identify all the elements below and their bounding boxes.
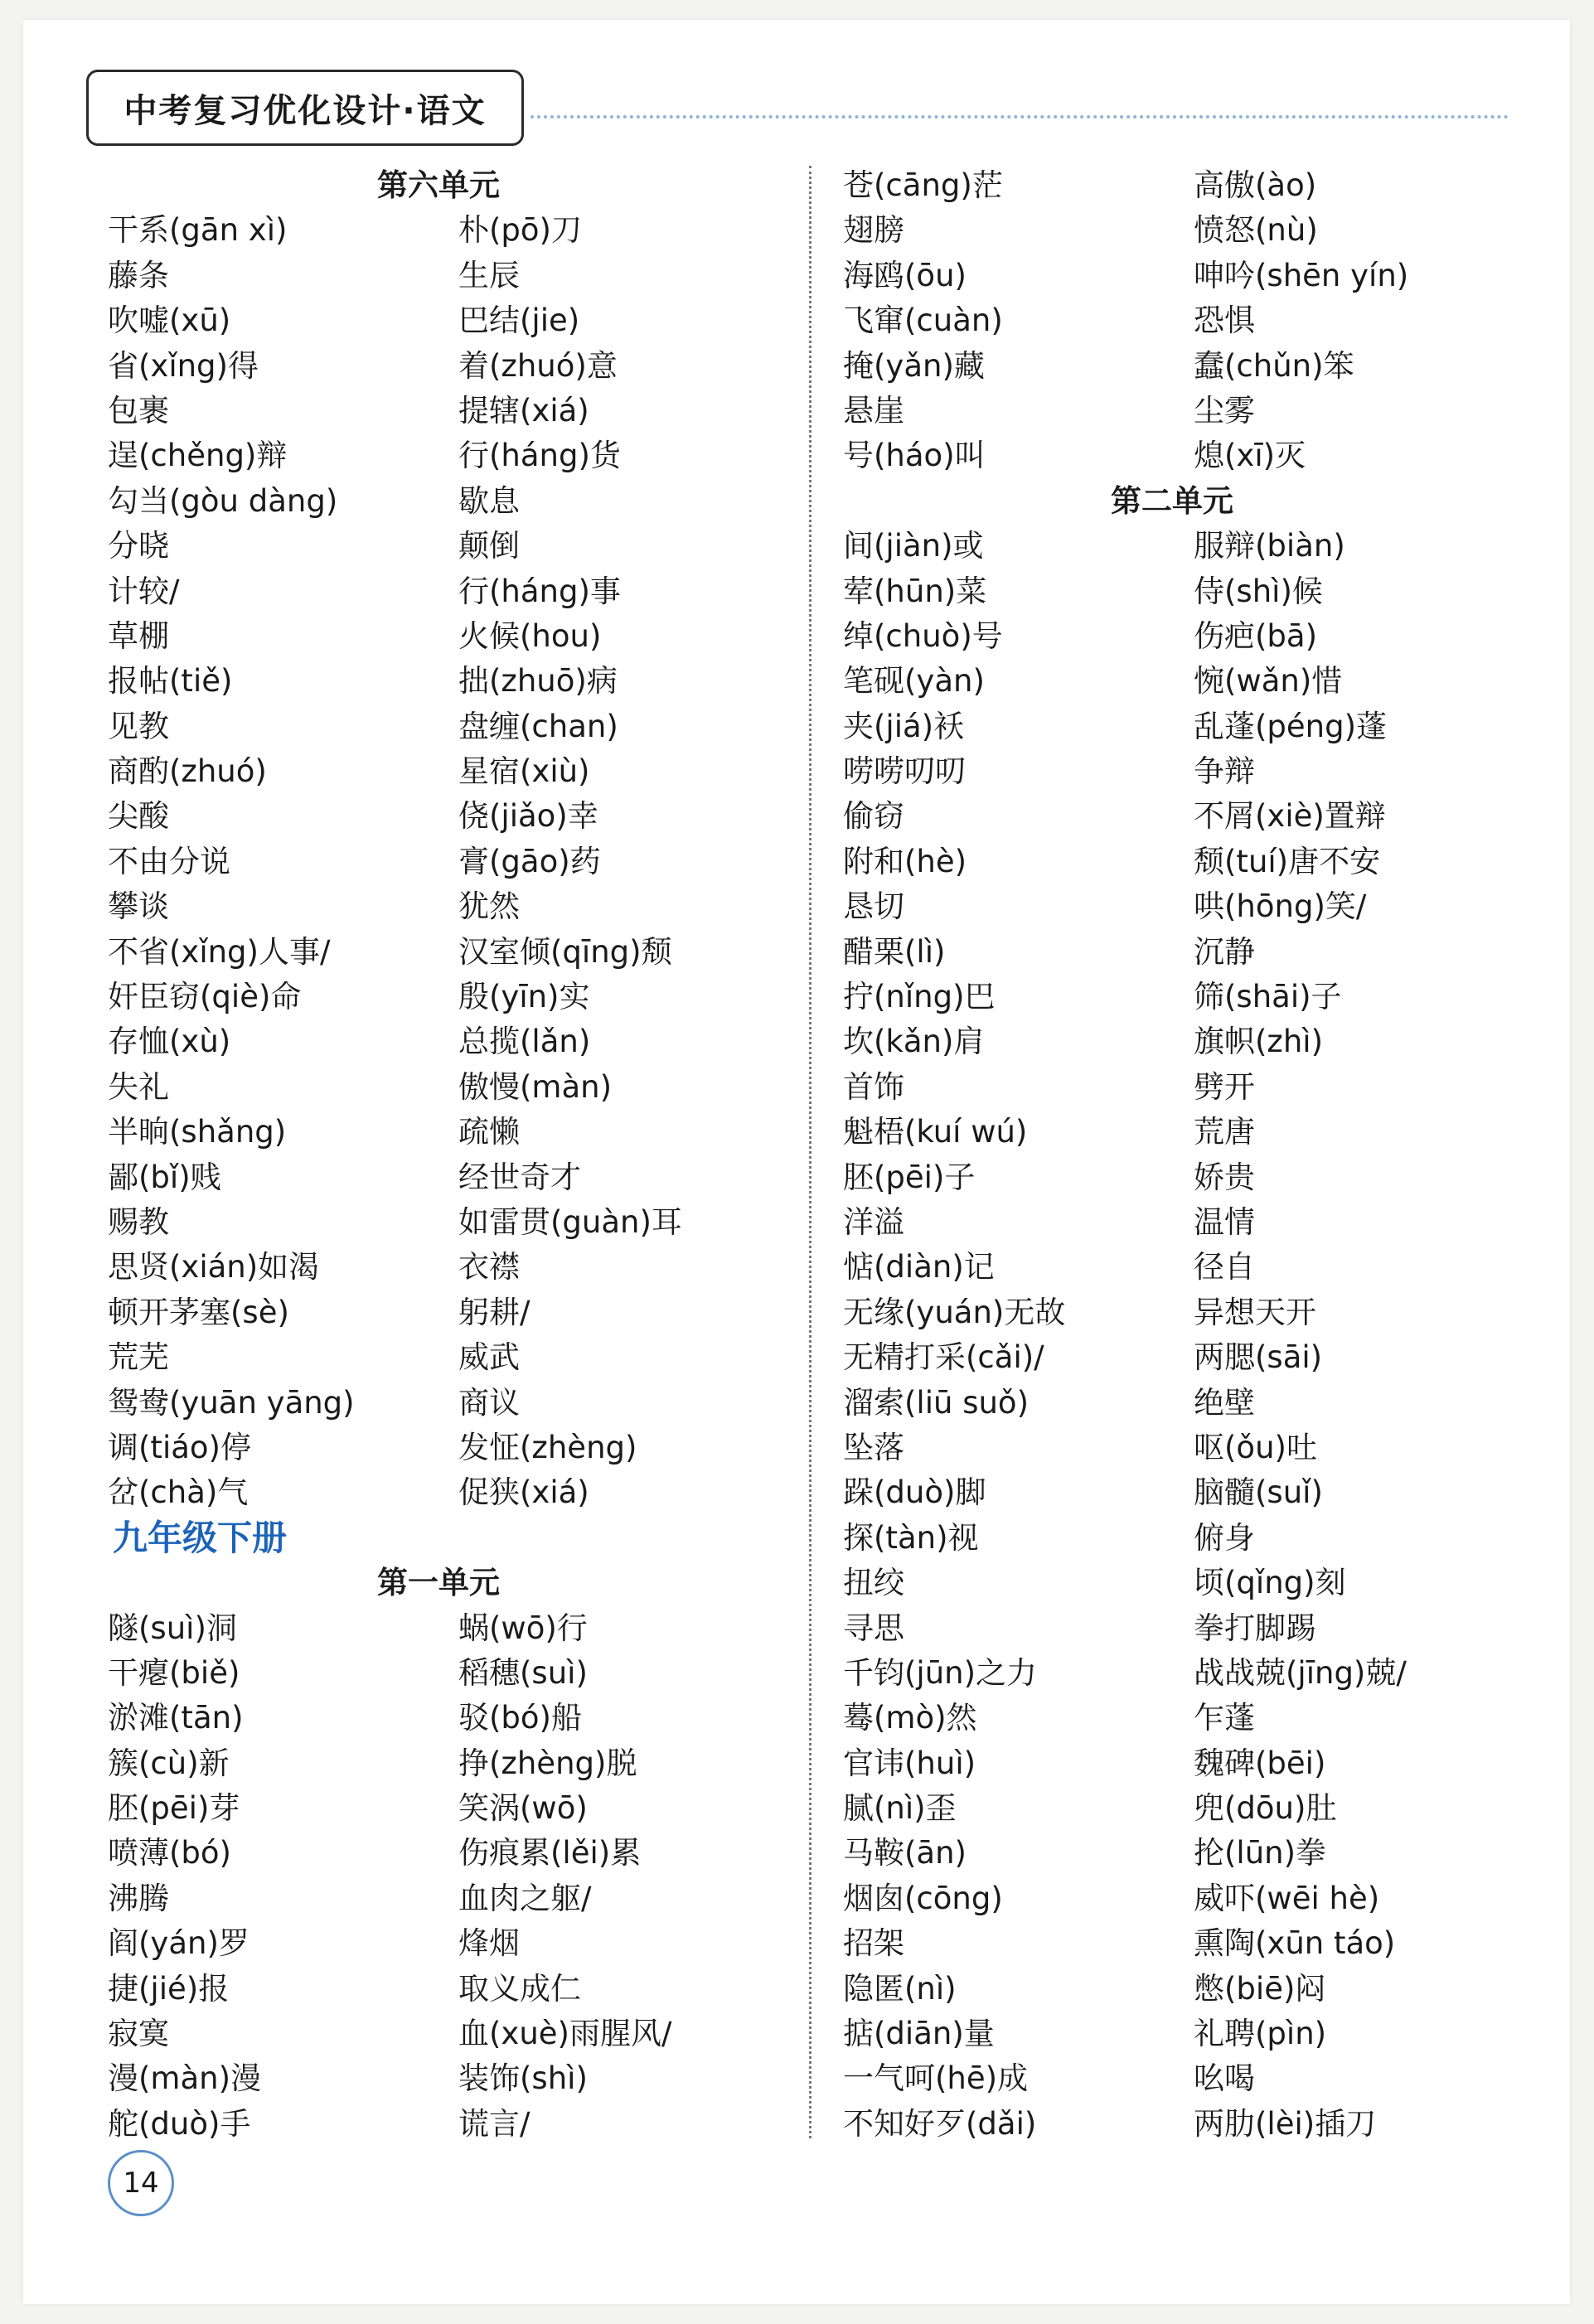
word-row — [843, 344, 1556, 389]
word-row — [843, 975, 1556, 1019]
word-row — [843, 1200, 1556, 1245]
vocab-entry: 发怔(zhèng) — [458, 1429, 637, 1465]
vocab-entry: 恳切 — [843, 888, 904, 925]
vocab-entry: 颓(tuí)唐不安 — [1194, 843, 1381, 879]
vocab-entry: 存恤(xù) — [108, 1024, 231, 1060]
vocab-entry: 海鸥(ōu) — [843, 257, 967, 293]
vocab-entry: 腻(nì)歪 — [843, 1790, 957, 1827]
vocab-entry: 淤滩(tān) — [108, 1700, 244, 1736]
vocab-entry: 异想天开 — [1194, 1294, 1316, 1330]
vocab-entry: 坎(kǎn)肩 — [843, 1024, 985, 1060]
word-row — [108, 1606, 796, 1651]
vocab-entry: 笔砚(yàn) — [843, 663, 985, 700]
vocab-entry: 犹然 — [458, 888, 520, 925]
word-row — [108, 298, 796, 343]
vocab-entry: 沸腾 — [108, 1880, 169, 1916]
word-row — [843, 1876, 1556, 1921]
vocab-entry: 附和(hè) — [843, 843, 967, 879]
vocab-entry: 朴(pō)刀 — [458, 212, 582, 249]
vocab-entry: 径自 — [1194, 1249, 1255, 1285]
vocab-entry: 荒芜 — [108, 1339, 169, 1376]
word-row — [843, 659, 1556, 704]
word-row — [843, 433, 1556, 478]
vocab-entry: 官讳(huì) — [843, 1745, 976, 1781]
vocab-entry: 翅膀 — [843, 212, 904, 249]
word-row — [108, 1651, 796, 1696]
vocab-entry: 伤疤(bā) — [1194, 617, 1318, 654]
vocab-entry: 首饰 — [843, 1068, 904, 1105]
vocab-entry: 悬崖 — [843, 392, 904, 428]
vocab-entry: 谎言/ — [458, 2105, 531, 2142]
word-row — [843, 1290, 1556, 1335]
word-row — [108, 1019, 796, 1064]
vocab-entry: 如雷贯(guàn)耳 — [458, 1203, 682, 1240]
vocab-entry: 顿开茅塞(sè) — [108, 1294, 289, 1330]
word-row — [108, 569, 796, 614]
vocab-entry: 威武 — [458, 1339, 520, 1376]
vocab-entry: 争辩 — [1194, 753, 1255, 790]
word-row — [843, 1651, 1556, 1696]
vocab-entry: 呕(ǒu)吐 — [1194, 1429, 1317, 1465]
word-row — [843, 2012, 1556, 2056]
vocab-entry: 恐惧 — [1194, 303, 1255, 339]
vocab-entry: 殷(yīn)实 — [458, 979, 590, 1015]
word-row — [108, 2102, 796, 2147]
vocab-entry: 提辖(xiá) — [458, 392, 589, 428]
vocab-entry: 沉静 — [1194, 933, 1255, 970]
word-row — [108, 1786, 796, 1831]
vocab-entry: 侍(shì)候 — [1194, 573, 1323, 609]
vocab-entry: 拧(nǐng)巴 — [843, 979, 996, 1015]
vocab-entry: 胚(pēi)子 — [843, 1159, 976, 1195]
word-row — [843, 254, 1556, 298]
vocab-entry: 捷(jié)报 — [108, 1970, 230, 2007]
word-row — [843, 1606, 1556, 1651]
word-row — [108, 1696, 796, 1741]
vocab-entry: 总揽(lǎn) — [458, 1024, 591, 1060]
word-row — [108, 1200, 796, 1245]
vocab-entry: 拙(zhuō)病 — [458, 663, 618, 700]
left-column — [108, 163, 796, 2147]
word-row — [108, 704, 796, 749]
word-row — [108, 2012, 796, 2056]
vocab-entry: 逞(chěng)辩 — [108, 438, 288, 474]
vocab-entry: 醋栗(lì) — [843, 933, 946, 970]
vocab-entry: 思贤(xián)如渴 — [108, 1249, 320, 1285]
vocab-entry: 隧(suì)洞 — [108, 1610, 237, 1646]
word-row — [843, 298, 1556, 343]
vocab-entry: 颠倒 — [458, 528, 520, 564]
word-row — [108, 344, 796, 389]
vocab-entry: 伤痕累(lěi)累 — [458, 1835, 642, 1871]
word-row — [843, 569, 1556, 614]
word-row — [108, 389, 796, 433]
vocab-entry: 唠唠叨叨 — [843, 753, 966, 790]
word-row — [843, 794, 1556, 839]
vocab-entry: 失礼 — [108, 1068, 169, 1105]
word-row — [843, 1381, 1556, 1426]
word-row — [108, 884, 796, 929]
vocab-entry: 岔(chà)气 — [108, 1474, 249, 1511]
vocab-entry: 不由分说 — [108, 843, 230, 879]
vocab-entry: 吆喝 — [1194, 2060, 1255, 2097]
vocab-entry: 省(xǐng)得 — [108, 347, 259, 384]
vocab-entry: 商议 — [458, 1384, 520, 1421]
vocab-entry: 漫(màn)漫 — [108, 2060, 262, 2097]
vocab-entry: 衣襟 — [458, 1249, 520, 1285]
word-row — [108, 1065, 796, 1110]
vocab-entry: 半晌(shǎng) — [108, 1114, 287, 1150]
vocab-entry: 绰(chuò)号 — [843, 617, 1003, 654]
vocab-entry: 威吓(wēi hè) — [1194, 1880, 1380, 1916]
vocab-entry: 飞窜(cuàn) — [843, 303, 1003, 339]
word-row — [843, 1426, 1556, 1470]
vocab-entry: 愤怒(nù) — [1194, 212, 1318, 249]
header-title: 中考复习优化设计·语文 — [86, 70, 524, 146]
right-column — [843, 163, 1556, 2147]
vocab-entry: 胚(pēi)芽 — [108, 1790, 240, 1827]
word-row — [108, 1741, 796, 1786]
header-dotted-rule — [531, 115, 1509, 119]
vocab-entry: 蓦(mò)然 — [843, 1700, 977, 1736]
vocab-entry: 兜(dōu)肚 — [1194, 1790, 1337, 1827]
vocab-entry: 膏(gāo)药 — [458, 843, 601, 879]
vocab-entry: 拳打脚踢 — [1194, 1610, 1316, 1646]
vocab-entry: 旗帜(zhì) — [1194, 1024, 1324, 1060]
word-row — [108, 1110, 796, 1155]
vocab-entry: 奸臣窃(qiè)命 — [108, 979, 302, 1015]
word-row — [843, 1245, 1556, 1290]
vocab-entry: 寻思 — [843, 1610, 904, 1646]
vocab-entry: 驳(bó)船 — [458, 1700, 582, 1736]
vocab-entry: 号(háo)叫 — [843, 438, 986, 474]
vocab-entry: 挣(zhèng)脱 — [458, 1745, 637, 1781]
word-row — [108, 749, 796, 794]
vocab-entry: 顷(qǐng)刻 — [1194, 1565, 1346, 1601]
vocab-entry: 千钧(jūn)之力 — [843, 1654, 1038, 1691]
vocab-entry: 跺(duò)脚 — [843, 1474, 986, 1511]
unit-heading: 第一单元 — [377, 1565, 500, 1601]
vocab-entry: 战战兢(jīng)兢/ — [1194, 1654, 1407, 1691]
vocab-entry: 荤(hūn)菜 — [843, 573, 987, 609]
vocab-entry: 劈开 — [1194, 1068, 1255, 1105]
vocab-entry: 苍(cāng)茫 — [843, 167, 1003, 203]
vocab-entry: 取义成仁 — [458, 1970, 581, 2007]
word-row — [843, 2056, 1556, 2101]
vocab-entry: 攀谈 — [108, 888, 169, 925]
vocab-entry: 血(xuè)雨腥风/ — [458, 2016, 672, 2052]
vocab-entry: 生辰 — [458, 257, 520, 293]
word-row — [108, 524, 796, 569]
vocab-entry: 舵(duò)手 — [108, 2105, 251, 2142]
vocab-entry: 火候(hou) — [458, 617, 602, 654]
vocab-entry: 包裹 — [108, 392, 169, 428]
vocab-entry: 呻吟(shēn yín) — [1194, 257, 1409, 293]
page-number: 14 — [108, 2150, 174, 2216]
word-row — [843, 1786, 1556, 1831]
vocab-entry: 两腮(sāi) — [1194, 1339, 1323, 1376]
word-row — [108, 254, 796, 298]
vocab-entry: 勾当(gòu dàng) — [108, 482, 338, 519]
word-row — [108, 975, 796, 1019]
vocab-entry: 见教 — [108, 708, 169, 744]
word-row — [108, 1967, 796, 2012]
vocab-entry: 疏懒 — [458, 1114, 520, 1150]
vocab-entry: 服辩(biàn) — [1194, 528, 1345, 564]
word-row — [843, 614, 1556, 659]
vocab-entry: 无精打采(cǎi)/ — [843, 1339, 1044, 1376]
vocab-entry: 乱蓬(péng)蓬 — [1194, 708, 1388, 744]
vocab-entry: 尖酸 — [108, 798, 169, 835]
vocab-entry: 荒唐 — [1194, 1114, 1255, 1150]
vocab-entry: 高傲(ào) — [1194, 167, 1317, 203]
word-row — [843, 1561, 1556, 1605]
vocab-entry: 洋溢 — [843, 1203, 904, 1240]
vocab-entry: 绝壁 — [1194, 1384, 1255, 1421]
word-row — [843, 1019, 1556, 1064]
vocab-entry: 礼聘(pìn) — [1194, 2016, 1327, 2052]
vocab-entry: 盘缠(chan) — [458, 708, 618, 744]
vocab-entry: 掂(diān)量 — [843, 2016, 995, 2052]
word-row — [108, 1155, 796, 1200]
vocab-entry: 不省(xǐng)人事/ — [108, 933, 331, 970]
vocab-entry: 着(zhuó)意 — [458, 347, 618, 384]
unit-heading: 第二单元 — [1111, 482, 1233, 519]
vocab-entry: 蠢(chǔn)笨 — [1194, 347, 1354, 384]
vocab-entry: 脑髓(suǐ) — [1194, 1474, 1323, 1511]
word-row — [843, 840, 1556, 884]
word-row — [108, 1245, 796, 1290]
vocab-entry: 一气呵(hē)成 — [843, 2060, 1029, 2097]
vocab-entry: 行(háng)货 — [458, 438, 621, 474]
vocab-entry: 隐匿(nì) — [843, 1970, 957, 2007]
vocab-entry: 侥(jiǎo)幸 — [458, 798, 598, 835]
vocab-entry: 调(tiáo)停 — [108, 1429, 251, 1465]
vocab-entry: 掩(yǎn)藏 — [843, 347, 985, 384]
vocab-entry: 乍蓬 — [1194, 1700, 1255, 1736]
unit-heading: 第六单元 — [377, 167, 500, 203]
word-row — [843, 930, 1556, 975]
word-row — [843, 884, 1556, 929]
vocab-entry: 蜗(wō)行 — [458, 1610, 588, 1646]
vocab-entry: 烽烟 — [458, 1925, 520, 1962]
word-row — [843, 1516, 1556, 1561]
vocab-entry: 鸳鸯(yuān yāng) — [108, 1384, 355, 1421]
word-row — [843, 1921, 1556, 1966]
vocab-entry: 汉室倾(qīng)颓 — [458, 933, 672, 970]
word-row — [108, 208, 796, 253]
grade-heading: 九年级下册 — [113, 1517, 288, 1558]
vocab-entry: 抡(lūn)拳 — [1194, 1835, 1327, 1871]
vocab-entry: 扭绞 — [843, 1565, 904, 1601]
word-row — [843, 1967, 1556, 2012]
word-row — [843, 208, 1556, 253]
vocab-entry: 分晓 — [108, 528, 169, 564]
vocab-entry: 报帖(tiě) — [108, 663, 233, 700]
vocab-entry: 尘雾 — [1194, 392, 1255, 428]
vocab-entry: 巴结(jie) — [458, 303, 580, 339]
vocab-entry: 魏碑(bēi) — [1194, 1745, 1326, 1781]
word-row — [843, 1696, 1556, 1741]
word-row — [108, 2056, 796, 2101]
word-row — [108, 1470, 796, 1515]
vocab-entry: 娇贵 — [1194, 1159, 1255, 1195]
word-row — [843, 1065, 1556, 1110]
vocab-entry: 探(tàn)视 — [843, 1519, 979, 1556]
word-row — [843, 2102, 1556, 2147]
word-row — [108, 1921, 796, 1966]
word-row — [843, 1155, 1556, 1200]
vocab-entry: 商酌(zhuó) — [108, 753, 267, 790]
word-row — [108, 1876, 796, 1921]
vocab-entry: 赐教 — [108, 1203, 169, 1240]
vocab-entry: 魁梧(kuí wú) — [843, 1114, 1028, 1150]
word-row — [108, 1426, 796, 1470]
vocab-entry: 间(jiàn)或 — [843, 528, 984, 564]
word-row — [108, 794, 796, 839]
vocab-entry: 血肉之躯/ — [458, 1880, 592, 1916]
vocab-entry: 两肋(lèi)插刀 — [1194, 2105, 1377, 2142]
word-row — [843, 1335, 1556, 1380]
vocab-entry: 歇息 — [458, 482, 520, 519]
column-divider — [809, 166, 812, 2138]
vocab-entry: 行(háng)事 — [458, 573, 621, 609]
vocab-entry: 经世奇才 — [458, 1159, 581, 1195]
vocab-entry: 傲慢(màn) — [458, 1068, 613, 1105]
vocab-entry: 星宿(xiù) — [458, 753, 590, 790]
word-row — [108, 479, 796, 524]
word-row — [843, 1741, 1556, 1786]
vocab-entry: 憋(biē)闷 — [1194, 1970, 1326, 2007]
word-row — [108, 659, 796, 704]
vocab-entry: 躬耕/ — [458, 1294, 531, 1330]
vocab-entry: 稻穗(suì) — [458, 1654, 588, 1691]
vocab-entry: 招架 — [843, 1925, 904, 1962]
vocab-entry: 计较/ — [108, 573, 180, 609]
word-row — [108, 840, 796, 884]
vocab-entry: 溜索(liū suǒ) — [843, 1384, 1030, 1421]
word-row — [843, 749, 1556, 794]
vocab-entry: 阎(yán)罗 — [108, 1925, 250, 1962]
vocab-entry: 簇(cù)新 — [108, 1745, 230, 1781]
vocab-entry: 温情 — [1194, 1203, 1255, 1240]
word-row — [843, 704, 1556, 749]
word-row — [843, 389, 1556, 433]
vocab-entry: 坠落 — [843, 1429, 904, 1465]
vocab-entry: 喷薄(bó) — [108, 1835, 231, 1871]
vocab-entry: 吹嘘(xū) — [108, 303, 231, 339]
vocab-entry: 不屑(xiè)置辩 — [1194, 798, 1386, 835]
vocab-entry: 哄(hōng)笑/ — [1194, 888, 1367, 925]
word-row — [843, 524, 1556, 569]
vocab-entry: 无缘(yuán)无故 — [843, 1294, 1066, 1330]
vocab-entry: 装饰(shì) — [458, 2060, 588, 2097]
vocab-entry: 干瘪(biě) — [108, 1654, 240, 1691]
word-row — [108, 1335, 796, 1380]
vocab-entry: 笑涡(wō) — [458, 1790, 588, 1827]
word-row — [843, 1831, 1556, 1876]
vocab-entry: 惦(diàn)记 — [843, 1249, 995, 1285]
vocab-entry: 烟囱(cōng) — [843, 1880, 1003, 1916]
vocab-entry: 干系(gān xì) — [108, 212, 288, 249]
word-row — [108, 614, 796, 659]
vocab-entry: 鄙(bǐ)贱 — [108, 1159, 221, 1195]
vocab-entry: 促狭(xiá) — [458, 1474, 589, 1511]
vocab-entry: 寂寞 — [108, 2016, 169, 2052]
vocab-entry: 草棚 — [108, 617, 169, 654]
vocab-entry: 偷窃 — [843, 798, 904, 835]
vocab-entry: 熄(xī)灭 — [1194, 438, 1306, 474]
vocab-entry: 惋(wǎn)惜 — [1194, 663, 1343, 700]
word-row — [108, 1381, 796, 1426]
vocab-entry: 俯身 — [1194, 1519, 1255, 1556]
word-row — [108, 1290, 796, 1335]
vocab-entry: 藤条 — [108, 257, 169, 293]
vocab-entry: 不知好歹(dǎi) — [843, 2105, 1037, 2142]
word-row — [108, 1831, 796, 1876]
vocab-entry: 熏陶(xūn táo) — [1194, 1925, 1396, 1962]
word-row — [108, 433, 796, 478]
word-row — [843, 163, 1556, 208]
vocab-entry: 马鞍(ān) — [843, 1835, 967, 1871]
vocab-entry: 筛(shāi)子 — [1194, 979, 1342, 1015]
word-row — [108, 930, 796, 975]
word-row — [843, 1110, 1556, 1155]
vocab-entry: 夹(jiá)袄 — [843, 708, 965, 744]
word-row — [843, 1470, 1556, 1515]
